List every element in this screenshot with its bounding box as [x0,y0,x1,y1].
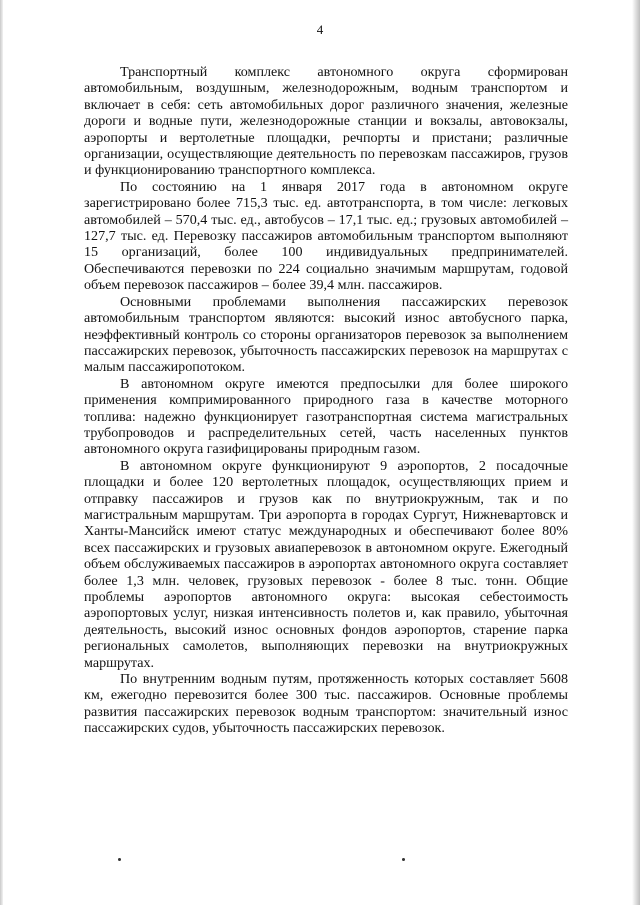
scan-dot-right [402,858,405,861]
scan-edge-right [632,0,640,905]
paragraph-road-transport-problems: Основными проблемами выполнения пассажирских перевозок автомобильным транспортом являются: высокий износ автобусного парка, неэффективный контроль со стороны организаторов перевозок за выполнением пассажирских перевозок, убыточность пассажирских перевозок на маршрутах с малым пассажиропотоком. [84,293,568,376]
scan-edge-left [0,0,3,905]
paragraph-transport-complex: Транспортный комплекс автономного округа сформирован автомобильным, воздушным, железнодорожным, водным транспортом и включает в себя: сеть автомобильных дорог различного значения, железные дороги и водные пути, железнодорожные станции и вокзалы, автовокзалы, аэропорты и вертолетные площадки, речпорты и пристани; различные организации, осуществляющие деятельность по перевозкам пассажиров, грузов и функционированию транспортного комплекса. [84,64,568,179]
paragraph-water-transport: По внутренним водным путям, протяженность которых составляет 5608 км, ежегодно перевозится более 300 тыс. пассажиров. Основные проблемы развития пассажирских перевозок водным транспортом: значительный износ пассажирских судов, убыточность пассажирских перевозок. [84,671,568,737]
page-number: 4 [316,22,324,37]
scan-dot-left [118,858,121,861]
paragraph-airports: В автономном округе функционируют 9 аэропортов, 2 посадочные площадки и более 120 вертолетных площадок, осуществляющих прием и отправку пассажиров и грузов как по внутриокружным, так и по магистральным маршрутам. Три аэропорта в городах Сургут, Нижневартовск и Ханты-Мансийск имеют статус международных и обеспечивают более 80% всех пассажирских и грузовых авиаперевозок в автономном округе. Ежегодный объем обслуживаемых пассажиров в аэропортах автономного округа составляет более 1,3 млн. человек, грузовых перевозок - более 8 тыс. тонн. Общие проблемы аэропортов автономного округа: высокая себестоимость аэропортовых услуг, низкая интенсивность полетов и, как правило, убыточная деятельность, высокий износ основных фондов аэропортов, старение парка региональных самолетов, выполняющих перевозки на внутриокружных маршрутах. [84,457,568,671]
paragraph-road-transport-stats: По состоянию на 1 января 2017 года в автономном округе зарегистрировано более 715,3 тыс. ед. автотранспорта, в том числе: легковых автомобилей – 570,4 тыс. ед., автобусов – 17,1 тыс. ед.; грузовых автомобилей – 127,7 тыс. ед. Перевозку пассажиров автомобильным транспортом выполняют 15 организаций, более 100 индивидуальных предпринимателей. Обеспечиваются перевозки по 224 социально значимым маршрутам, годовой объем перевозок пассажиров – более 39,4 млн. пассажиров. [84,178,568,294]
paragraph-natural-gas-fuel: В автономном округе имеются предпосылки для более широкого применения компримированного природного газа в качестве моторного топлива: надежно функционирует газотранспортная система магистральных трубопроводов и распределительных сетей, часть населенных пунктов автономного округа газифицированы природным газом. [84,375,568,458]
document-body [84,64,568,737]
